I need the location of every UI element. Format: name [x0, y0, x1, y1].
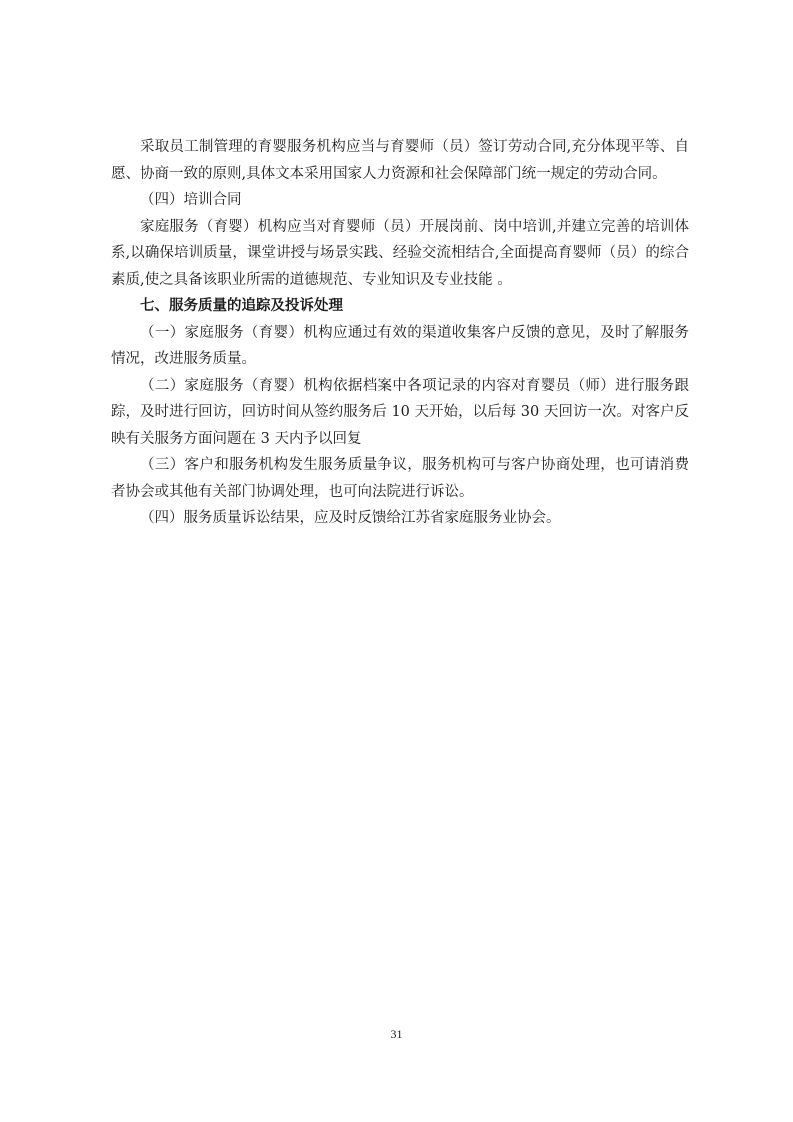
page-number: 31	[390, 1027, 403, 1041]
list-item-follow-up: （二）家庭服务（育婴）机构依据档案中各项记录的内容对育婴员（师）进行服务跟踪，及时进行回访，回访时间从签约服务后 10 天开始，以后每 30 天回访一次。对客户反映有关服务方面问题在 3 天内予以回复	[111, 377, 689, 447]
paragraph-labor-contract: 采取员工制管理的育婴服务机构应当与育婴师（员）签订劳动合同,充分体现平等、自愿、协商一致的原则,具体文本采用国家人力资源和社会保障部门统一规定的劳动合同。	[111, 139, 689, 182]
section-heading-quality: 七、服务质量的追踪及投诉处理	[140, 298, 343, 314]
paragraph-training: 家庭服务（育婴）机构应当对育婴师（员）开展岗前、岗中培训,并建立完善的培训体系,以确保培训质量，课堂讲授与场景实践、经验交流相结合,全面提高育婴师（员）的综合素质,使之具备该职业所需的道德规范、专业知识及专业技能 。	[111, 218, 689, 288]
subheading-training-contract: （四）培训合同	[140, 192, 242, 208]
document-body	[111, 134, 689, 532]
list-item-dispute: （三）客户和服务机构发生服务质量争议，服务机构可与客户协商处理，也可请消费者协会或其他有关部门协调处理，也可向法院进行诉讼。	[111, 457, 689, 500]
list-item-litigation: （四）服务质量诉讼结果，应及时反馈给江苏省家庭服务业协会。	[140, 510, 561, 526]
list-item-feedback: （一）家庭服务（育婴）机构应通过有效的渠道收集客户反馈的意见，及时了解服务情况，改进服务质量。	[111, 324, 689, 367]
